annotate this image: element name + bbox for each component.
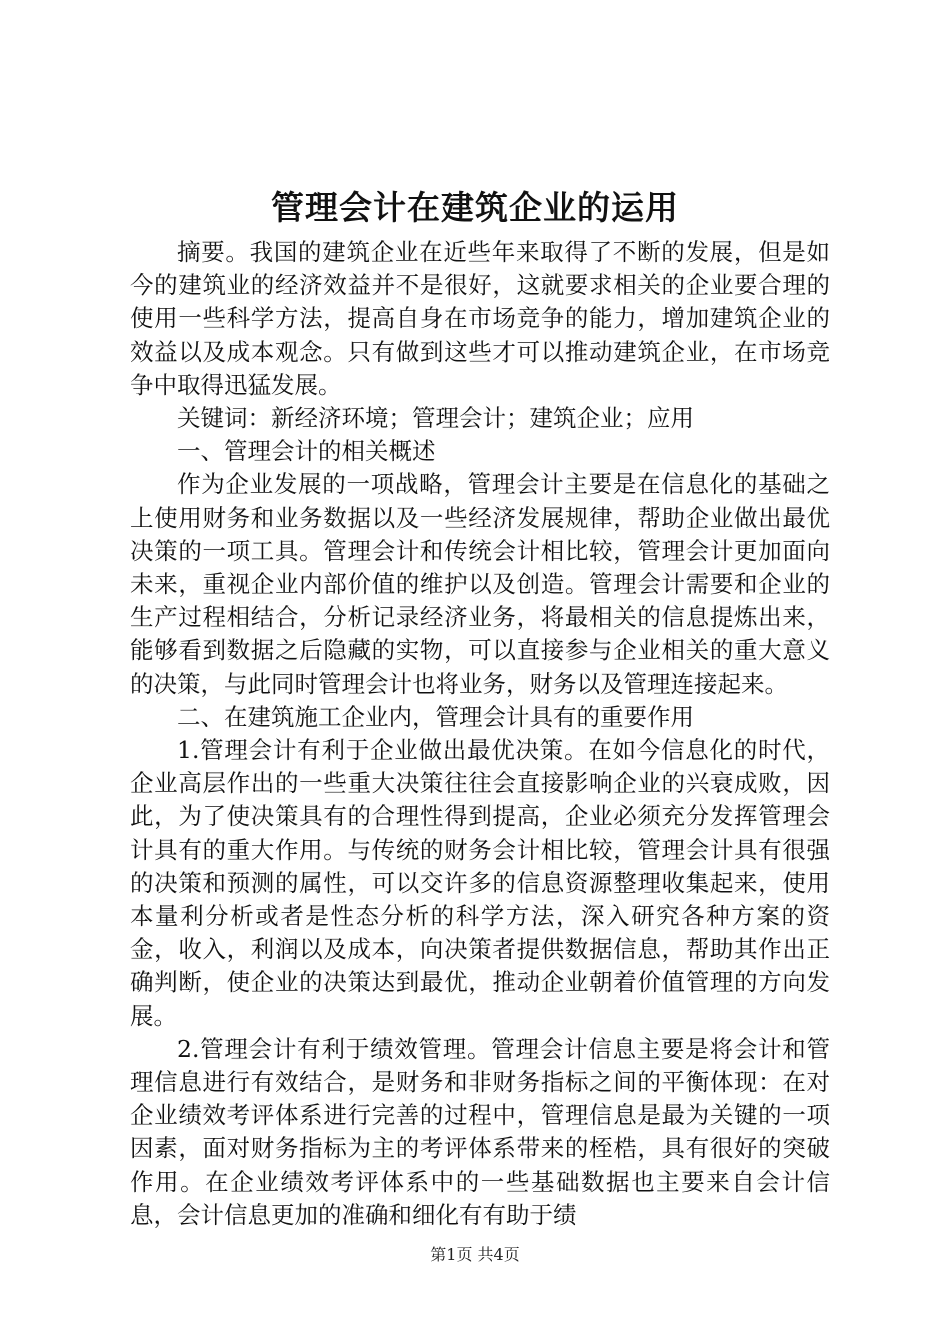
section-heading-1: 一、管理会计的相关概述 bbox=[177, 437, 436, 466]
body-paragraph: 作为企业发展的一项战略，管理会计主要是在信息化的基础之上使用财务和业务数据以及一些经济发展规律，帮助企业做出最优决策的一项工具。管理会计和传统会计相比较，管理会计更加面向未来，重视企业内部价值的维护以及创造。管理会计需要和企业的生产过程相结合，分析记录经济业务，将最相关的信息提炼出来，能够看到数据之后隐藏的实物，可以直接参与企业相关的重大意义的决策，与此同时管理会计也将业务，财务以及管理连接起来。 bbox=[130, 470, 830, 698]
document-body bbox=[130, 236, 830, 1232]
section-heading-2: 二、在建筑施工企业内，管理会计具有的重要作用 bbox=[177, 702, 694, 731]
page-number-footer: 第1页 共4页 bbox=[430, 1245, 520, 1264]
document-title: 管理会计在建筑企业的运用 bbox=[271, 188, 679, 227]
body-paragraph: 2.管理会计有利于绩效管理。管理会计信息主要是将会计和管理信息进行有效结合，是财务和非财务指标之间的平衡体现：在对企业绩效考评体系进行完善的过程中，管理信息是最为关键的一项因素，面对财务指标为主的考评体系带来的桎梏，具有很好的突破作用。在企业绩效考评体系中的一些基础数据也主要来自会计信息，会计信息更加的准确和细化有有助于绩 bbox=[130, 1034, 830, 1229]
keywords-paragraph: 关键词：新经济环境；管理会计；建筑企业；应用 bbox=[177, 404, 694, 433]
body-paragraph: 1.管理会计有利于企业做出最优决策。在如今信息化的时代，企业高层作出的一些重大决策往往会直接影响企业的兴衰成败，因此，为了使决策具有的合理性得到提高，企业必须充分发挥管理会计具有的重大作用。与传统的财务会计相比较，管理会计具有很强的决策和预测的属性，可以交许多的信息资源整理收集起来，使用本量利分析或者是性态分析的科学方法，深入研究各种方案的资金，收入，利润以及成本，向决策者提供数据信息，帮助其作出正确判断，使企业的决策达到最优，推动企业朝着价值管理的方向发展。 bbox=[130, 736, 830, 1030]
abstract-paragraph: 摘要。我国的建筑企业在近些年来取得了不断的发展，但是如今的建筑业的经济效益并不是很好，这就要求相关的企业要合理的使用一些科学方法，提高自身在市场竞争的能力，增加建筑企业的效益以及成本观念。只有做到这些才可以推动建筑企业，在市场竞争中取得迅猛发展。 bbox=[130, 238, 830, 399]
